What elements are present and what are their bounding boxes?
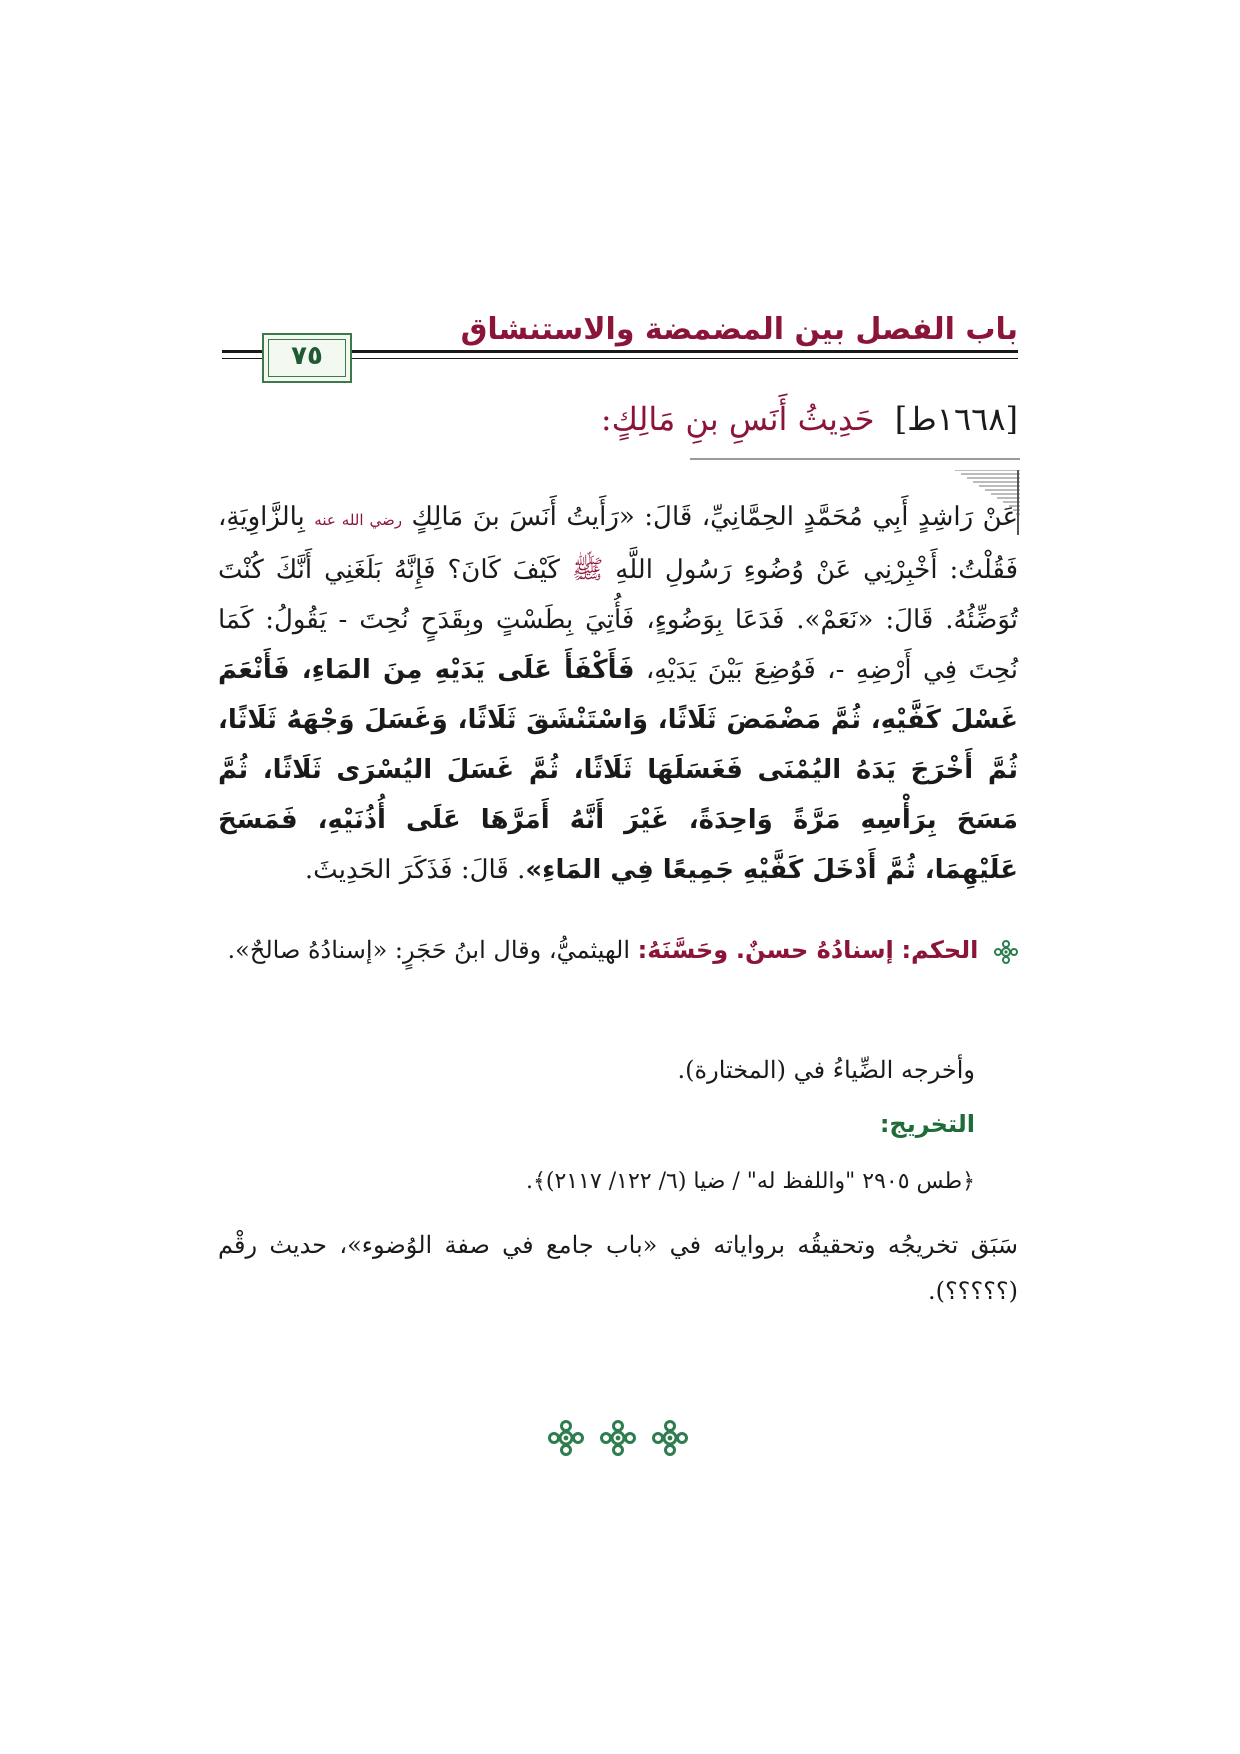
honorific-anas: رضي الله عنه <box>314 511 403 529</box>
chapter-title: باب الفصل بين المضمضة والاستنشاق <box>460 312 1018 347</box>
hadith-text <box>218 492 1018 895</box>
takhrij-sources: ﴿طس ٢٩٠٥ "واللفظ له" / ضيا (٦/ ١٢٢/ ٢١١٧)﴾. <box>525 1169 975 1194</box>
verdict-ruling: إسنادُهُ حسنٌ. <box>735 936 894 964</box>
hadith-text-part: بِالزَّاوِيَةِ، فَقُلْتُ: أَخْبِرْنِي عَنْ وُضُوءِ رَسُولِ اللَّهِ <box>218 502 1019 585</box>
header-rule-left <box>222 350 262 353</box>
end-separator <box>548 1420 688 1460</box>
hadith-bold-text: فَأَكْفَأَ عَلَى يَدَيْهِ مِنَ المَاءِ، فَأَنْعَمَ غَسْلَ كَفَّيْهِ، ثُمَّ مَضْمَضَ ثَلَاثًا، وَاسْتَنْشَقَ ثَلَاثًا، وَغَسَلَ وَجْهَهُ ثَلَاثًا، ثُمَّ أَخْرَجَ يَدَهُ اليُمْنَى فَغَسَلَهَا ثَلَاثًا، ثُمَّ غَسَلَ اليُسْرَى ثَلَاثًا، ثُمَّ مَسَحَ بِرَأْسِهِ مَرَّةً وَاحِدَةً، غَيْرَ أَنَّهُ أَمَرَّهَا عَلَى أُذُنَيْهِ، فَمَسَحَ عَلَيْهِمَا، ثُمَّ أَدْخَلَ كَفَّيْهِ جَمِيعًا فِي المَاءِ» <box>218 655 1018 885</box>
verdict <box>218 925 1018 975</box>
hadith-heading <box>601 400 1018 438</box>
header-rule-thin <box>352 358 1018 359</box>
hadith-text-part: عَنْ رَاشِدٍ أَبِي مُحَمَّدٍ الحِمَّانِيِّ، قَالَ: «رَأَيتُ أَنَسَ بنَ مَالِكٍ <box>411 502 1018 532</box>
hadith-number: [١٦٦٨ط] <box>894 400 1018 438</box>
floral-ornament-icon <box>600 1420 636 1456</box>
title-underline <box>690 458 1020 460</box>
diya-note: وأخرجه الضِّياءُ في (المختارة). <box>677 1056 975 1084</box>
header-rule-left-thin <box>222 358 262 359</box>
verdict-text: الهيثميُّ، وقال ابنُ حَجَرٍ: «إسنادُهُ صالحٌ». <box>227 936 630 964</box>
takhrij-heading: التخريج: <box>879 1110 975 1138</box>
hadith-text-end: . قَالَ: فَذَكَرَ الحَدِيثَ. <box>304 855 526 885</box>
page-number-frame <box>262 333 352 383</box>
page-number: ٧٥ <box>291 341 323 371</box>
floral-ornament-icon <box>548 1420 584 1456</box>
floral-ornament-icon <box>652 1420 688 1456</box>
verdict-label-2: وحَسَّنَهُ: <box>637 936 729 964</box>
previous-note: سَبَق تخريجُه وتحقيقُه برواياته في «باب جامع في صفة الوُضوء»، حديث رقْم (؟؟؟؟؟). <box>218 1231 1018 1305</box>
header-rule <box>352 350 1018 353</box>
floral-ornament-icon <box>994 940 1018 964</box>
hadith-title: حَدِيثُ أَنَسِ بنِ مَالِكٍ: <box>600 400 875 438</box>
honorific-prophet: ﷺ <box>571 555 604 585</box>
verdict-label: الحكم: <box>901 936 979 964</box>
hadith-text-part: كَيْفَ كَانَ؟ فَإِنَّهُ بَلَغَنِي أَنَّكَ كُنْتَ تُوَضِّئُهُ. قَالَ: «نَعَمْ». فَدَعَا بِوَضُوءٍ، فَأُتِيَ بِطَسْتٍ وبِقَدَحٍ نُحِتَ - يَقُولُ: كَمَا نُحِتَ فِي أَرْضِهِ -، فَوُضِعَ بَيْنَ يَدَيْهِ، <box>218 555 1019 685</box>
